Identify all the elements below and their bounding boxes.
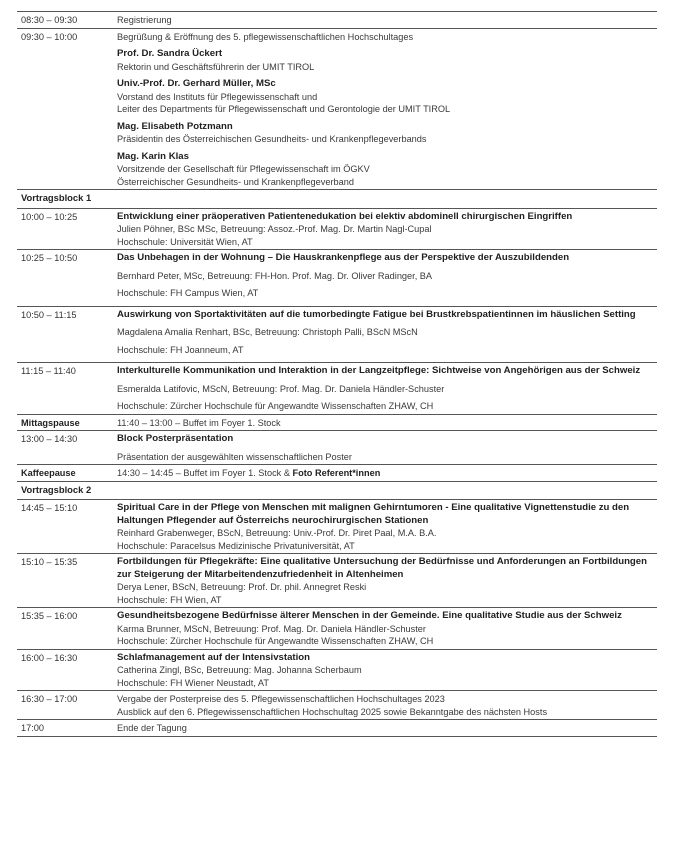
speaker xyxy=(117,78,657,116)
talk-author: Catherina Zingl, BSc, Betreuung: Mag. Johanna Scherbaum xyxy=(117,665,362,675)
talk-author: Magdalena Amalia Renhart, BSc, Betreuung: Christoph Palli, BScN MScN xyxy=(117,327,418,337)
talk-title: Spiritual Care in der Pflege von Menschen mit malignen Gehirntumoren - Eine qualitative Vignettenstudie zu den Haltungen Pflegender auf Österreichs neurochirurgischen Stationen xyxy=(117,502,630,526)
time-cell: 16:00 – 16:30 xyxy=(21,652,78,663)
break-cell xyxy=(117,465,657,481)
talk-title: Interkulturelle Kommunikation und Interaktion in der Langzeitpflege: Sichtweise von Angehörigen aus der Schweiz xyxy=(117,365,641,376)
time-cell: 13:00 – 14:30 xyxy=(21,434,78,444)
speaker-name: Mag. Karin Klas xyxy=(117,150,189,162)
time-cell: 16:30 – 17:00 xyxy=(21,694,78,704)
talk-school: Hochschule: Universität Wien, AT xyxy=(117,236,253,247)
awards-row xyxy=(17,690,657,719)
schedule-row xyxy=(17,11,657,28)
talk-cell xyxy=(117,554,657,607)
break-row xyxy=(17,464,657,481)
talk-row xyxy=(17,306,657,363)
time-cell: 09:30 – 10:00 xyxy=(21,31,78,42)
time-cell: 10:25 – 10:50 xyxy=(21,253,78,263)
talk-school: Hochschule: Zürcher Hochschule für Angewandte Wissenschaften ZHAW, CH xyxy=(117,401,434,411)
talk-school: Hochschule: FH Wien, AT xyxy=(117,594,222,605)
talk-title: Schlafmanagement auf der Intensivstation xyxy=(117,651,310,663)
talk-title: Auswirkung von Sportaktivitäten auf die tumorbedingte Fatigue bei Brustkrebspatientinnen im häuslichen Setting xyxy=(117,308,636,320)
break-label: Kaffeepause xyxy=(21,468,76,478)
schedule-table xyxy=(17,11,657,737)
talk-title: Das Unbehagen in der Wohnung – Die Hauskrankenpflege aus der Perspektive der Auszubildenden xyxy=(117,252,570,263)
time-cell: 15:35 – 16:00 xyxy=(21,611,78,621)
speaker-role: Österreichischer Gesundheits- und Krankenpflegeverband xyxy=(117,176,354,187)
poster-cell xyxy=(117,431,657,464)
talk-author: Karma Brunner, MScN, Betreuung: Prof. Mag. Dr. Daniela Händler-Schuster xyxy=(117,623,426,634)
end-text: Ende der Tagung xyxy=(117,723,187,733)
time-cell: 17:00 xyxy=(21,723,44,733)
talk-cell xyxy=(117,250,657,306)
talk-author: Esmeralda Latifovic, MScN, Betreuung: Prof. Mag. Dr. Daniela Händler-Schuster xyxy=(117,383,445,394)
talk-cell xyxy=(117,307,657,363)
speaker-name: Prof. Dr. Sandra Ückert xyxy=(117,48,223,59)
talk-row xyxy=(17,499,657,553)
talk-row xyxy=(17,649,657,691)
poster-title: Block Posterpräsentation xyxy=(117,433,234,444)
talk-title: Fortbildungen für Pflegekräfte: Eine qualitative Untersuchung der Bedürfnisse und Anforderungen an Fortbildungen zur Steigerung der Mitarbeitendenzufriedenheit in Altenheimen xyxy=(117,556,647,580)
talk-row xyxy=(17,249,657,306)
talk-cell xyxy=(117,209,657,250)
awards-line: Vergabe der Posterpreise des 5. Pflegewissenschaftlichen Hochschultages 2023 xyxy=(117,694,445,704)
time-cell: 11:15 – 11:40 xyxy=(21,366,76,376)
speaker xyxy=(117,48,657,73)
welcome-text: Begrüßung & Eröffnung des 5. pflegewissenschaftlichen Hochschultages xyxy=(117,31,414,42)
time-cell: 08:30 – 09:30 xyxy=(21,15,78,25)
talk-row xyxy=(17,208,657,250)
talk-author: Bernhard Peter, MSc, Betreuung: FH-Hon. Prof. Mag. Dr. Oliver Radinger, BA xyxy=(117,270,433,281)
speaker xyxy=(117,121,657,146)
talk-author: Reinhard Grabenweger, BScN, Betreuung: Univ.-Prof. Dr. Piret Paal, M.A. B.A. xyxy=(117,528,437,538)
block-header-row xyxy=(17,481,657,500)
break-label: Mittagspause xyxy=(21,417,80,428)
talk-school: Hochschule: FH Joanneum, AT xyxy=(117,344,244,355)
poster-row xyxy=(17,430,657,464)
block-header: Vortragsblock 1 xyxy=(21,192,92,203)
break-text: 14:30 – 14:45 – Buffet im Foyer 1. Stock & xyxy=(117,468,293,478)
talk-cell xyxy=(117,363,657,414)
talk-row xyxy=(17,553,657,607)
talk-author: Julien Pöhner, BSc MSc, Betreuung: Assoz.-Prof. Mag. Dr. Martin Nagl-Cupal xyxy=(117,224,432,234)
time-cell: 10:50 – 11:15 xyxy=(21,309,77,320)
block-header: Vortragsblock 2 xyxy=(21,483,92,495)
talk-row xyxy=(17,362,657,414)
talk-cell xyxy=(117,608,657,649)
talk-cell xyxy=(117,650,657,691)
break-text: 11:40 – 13:00 – Buffet im Foyer 1. Stock xyxy=(117,417,281,428)
photo-note: Foto Referent*innen xyxy=(292,468,381,478)
talk-row xyxy=(17,607,657,649)
speaker-role: Vorstand des Instituts für Pflegewissenschaft und xyxy=(117,91,318,102)
talk-school: Hochschule: FH Wiener Neustadt, AT xyxy=(117,677,269,688)
talk-cell xyxy=(117,500,657,553)
end-row xyxy=(17,719,657,737)
block-header-row xyxy=(17,189,657,208)
break-row xyxy=(17,414,657,431)
speaker-role: Rektorin und Geschäftsführerin der UMIT TIROL xyxy=(117,61,315,72)
time-cell: 15:10 – 15:35 xyxy=(21,557,78,567)
talk-school: Hochschule: Paracelsus Medizinische Privatuniversität, AT xyxy=(117,540,355,551)
speaker xyxy=(117,151,657,189)
talk-author: Derya Lener, BScN, Betreuung: Prof. Dr. phil. Annegret Reski xyxy=(117,582,367,592)
speaker-name: Mag. Elisabeth Potzmann xyxy=(117,120,233,132)
poster-text: Präsentation der ausgewählten wissenschaftlichen Poster xyxy=(117,451,352,462)
speaker-role: Leiter des Departments für Pflegewissenschaft und Gerontologie der UMIT TIROL xyxy=(117,104,451,114)
speaker-name: Univ.-Prof. Dr. Gerhard Müller, MSc xyxy=(117,78,276,89)
talk-school: Hochschule: Zürcher Hochschule für Angewandte Wissenschaften ZHAW, CH xyxy=(117,636,434,646)
time-cell: 10:00 – 10:25 xyxy=(21,211,78,222)
talk-school: Hochschule: FH Campus Wien, AT xyxy=(117,288,259,298)
time-cell: 14:45 – 15:10 xyxy=(21,503,78,513)
speaker-role: Vorsitzende der Gesellschaft für Pflegewissenschaft im ÖGKV xyxy=(117,164,370,174)
speaker-role: Präsidentin des Österreichischen Gesundheits- und Krankenpflegeverbands xyxy=(117,134,427,144)
talk-title: Entwicklung einer präoperativen Patientenedukation bei elektiv abdominell chirurgischen Eingriffen xyxy=(117,210,573,222)
welcome-cell xyxy=(117,29,657,190)
talk-title: Gesundheitsbezogene Bedürfnisse älterer Menschen in der Gemeinde. Eine qualitative Studie aus der Schweiz xyxy=(117,610,622,621)
outlook-line: Ausblick auf den 6. Pflegewissenschaftlichen Hochschultag 2025 sowie Bekanntgabe des nächsten Hosts xyxy=(117,706,548,717)
schedule-row xyxy=(17,28,657,190)
row-text: Registrierung xyxy=(117,15,172,25)
awards-cell xyxy=(117,691,657,719)
